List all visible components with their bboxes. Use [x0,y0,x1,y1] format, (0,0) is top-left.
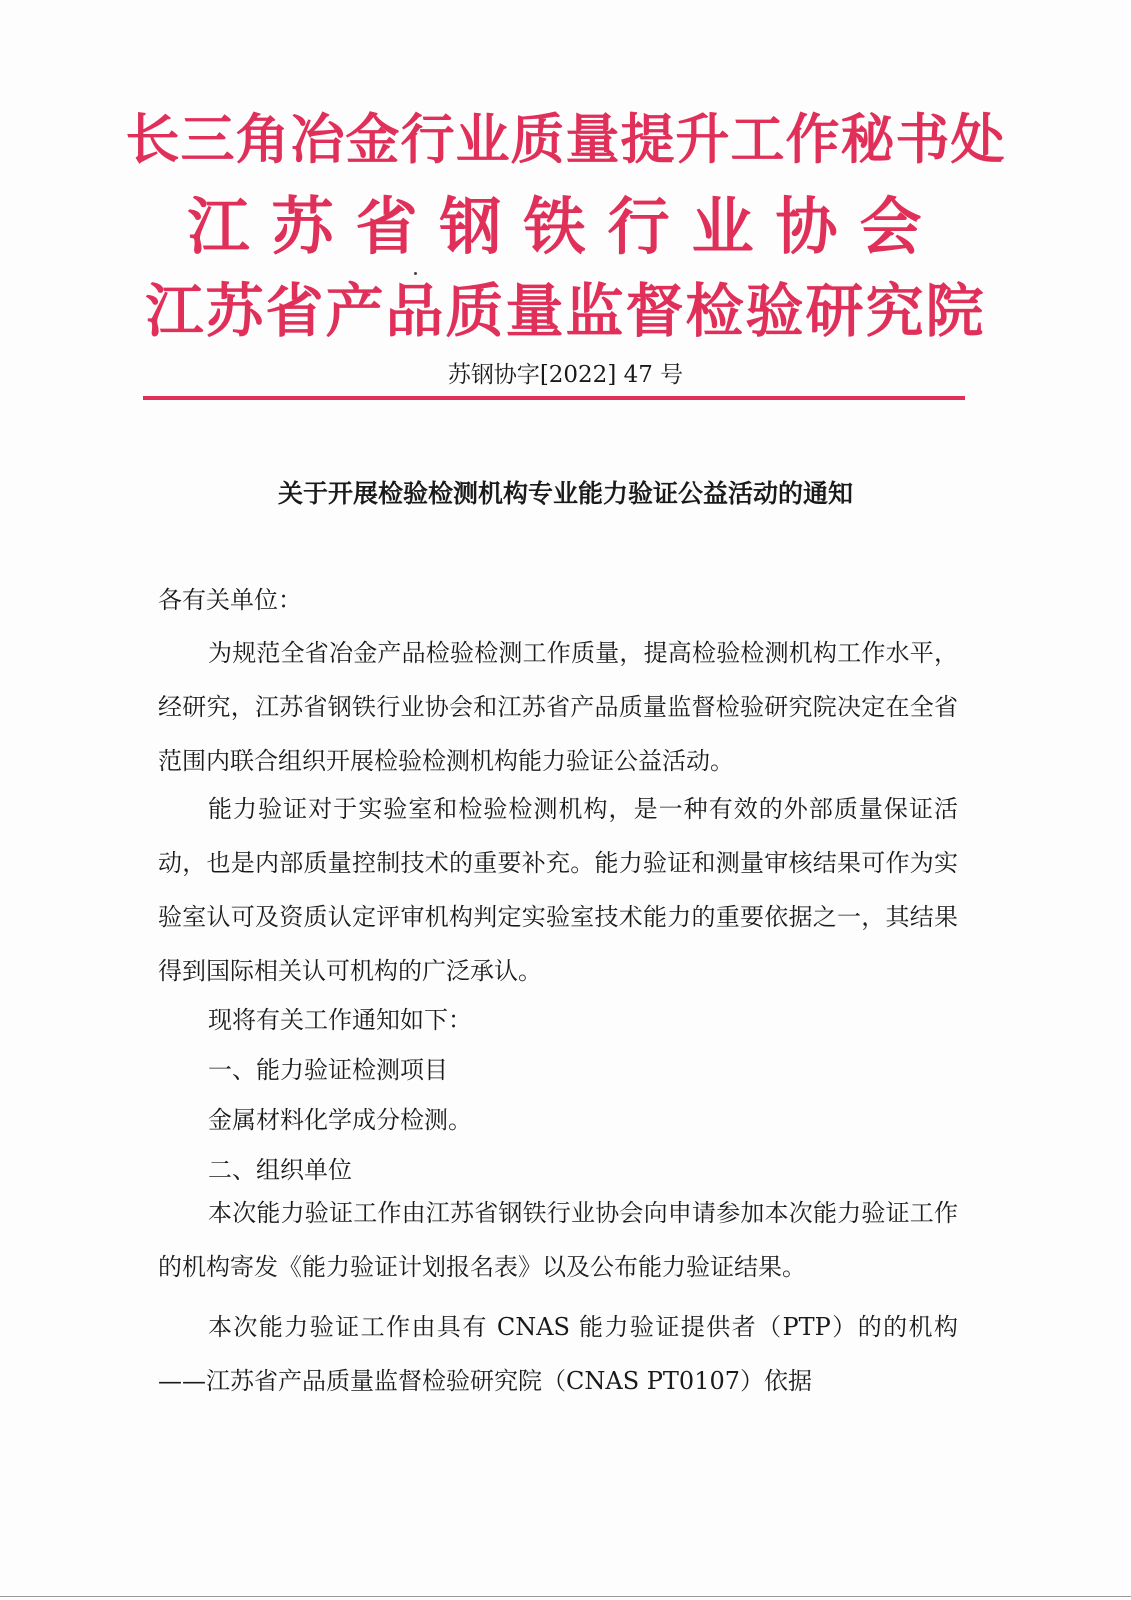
letterhead-line-3: 江苏省产品质量监督检验研究院 [145,277,986,345]
paragraph-organizer-text: 本次能力验证工作由江苏省钢铁行业协会向申请参加本次能力验证工作的机构寄发《能力验证计划报名表》以及公布能力验证结果。 [158,1199,958,1281]
letterhead-line-1: 长三角冶金行业质量提升工作秘书处 [125,107,1006,171]
paragraph-purpose-text: 为规范全省冶金产品检验检测工作质量，提高检验检测机构工作水平，经研究，江苏省钢铁行业协会和江苏省产品质量监督检验研究院决定在全省范围内联合组织开展检验检测机构能力验证公益活动。 [158,639,958,775]
document-number: 苏钢协字[2022] 47 号 [447,362,684,388]
scan-speck [414,272,417,275]
paragraph-provider [158,1300,958,1408]
red-divider-rule [143,396,965,400]
section-1-body: 金属材料化学成分检测。 [208,1106,472,1134]
paragraph-purpose [158,626,958,788]
section-1-heading: 一、能力验证检测项目 [208,1056,448,1084]
paragraph-provider-text: 本次能力验证工作由具有 CNAS 能力验证提供者（PTP）的的机构——江苏省产品质量监督检验研究院（CNAS PT0107）依据 [158,1313,958,1395]
notice-intro: 现将有关工作通知如下： [208,1006,472,1034]
page-bottom-edge [0,1596,1131,1597]
salutation: 各有关单位： [158,586,302,614]
paragraph-organizer [158,1186,958,1294]
paragraph-significance-text: 能力验证对于实验室和检验检测机构，是一种有效的外部质量保证活动，也是内部质量控制技术的重要补充。能力验证和测量审核结果可作为实验室认可及资质认定评审机构判定实验室技术能力的重要依据之一，其结果得到国际相关认可机构的广泛承认。 [158,795,958,985]
notice-title: 关于开展检验检测机构专业能力验证公益活动的通知 [277,479,853,508]
paragraph-significance [158,782,958,998]
letterhead-line-2: 江苏省钢铁行业协会 [187,190,944,263]
section-2-heading: 二、组织单位 [208,1156,352,1184]
